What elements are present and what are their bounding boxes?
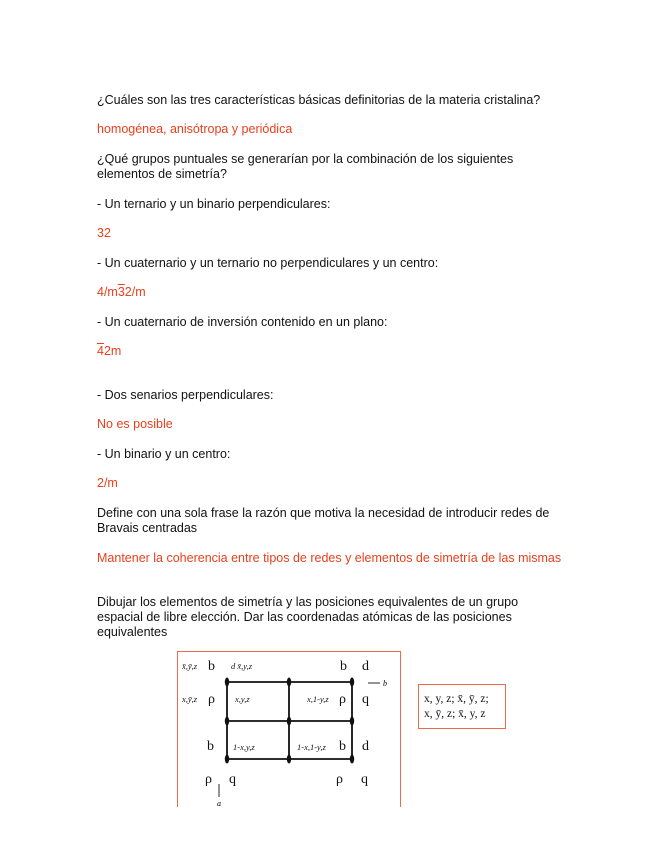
axis-a-label: a: [217, 799, 221, 808]
question-4: Dibujar los elementos de simetría y las posiciones equivalentes de un grupo espacial de libre elección. Dar las coordenadas atómicas de las posiciones equivalentes: [97, 595, 519, 639]
glyph-b-2: b: [340, 659, 347, 674]
label-bc: 1-x,y,z: [233, 742, 255, 752]
equivalent-positions-line-2: x, ȳ, z; x̄, y, z: [424, 708, 486, 720]
label-tr: d x̄,y,z: [231, 661, 253, 671]
glyph-d-2: d: [362, 739, 369, 754]
item-3-answer: 42m: [97, 344, 122, 358]
glyph-b-3: b: [207, 739, 214, 754]
item-2-answer: 4/m32/m: [97, 285, 146, 299]
item-2-label: - Un cuaternario y un ternario no perpendiculares y un centro:: [97, 256, 439, 270]
item-4-label: - Dos senarios perpendiculares:: [97, 388, 274, 402]
answer-1: homogénea, anisótropa y periódica: [97, 122, 293, 136]
item-1-answer: 32: [97, 226, 111, 240]
item-5-answer: 2/m: [97, 476, 118, 490]
answer-3: Mantener la coherencia entre tipos de redes y elementos de simetría de las mismas: [97, 551, 562, 565]
label-tl: x̄,ȳ,z: [182, 661, 198, 671]
glyph-q-1: q: [362, 692, 369, 707]
label-br: 1-x,1-y,z: [297, 742, 326, 752]
label-mr: x,1-y,z: [307, 694, 329, 704]
equivalent-positions: [424, 692, 489, 722]
question-2: ¿Qué grupos puntuales se generarían por la combinación de los siguientes elementos de simetría?: [97, 152, 514, 181]
space-group-diagram: [177, 651, 402, 811]
axis-b-label: b: [383, 679, 387, 688]
label-mc: x,y,z: [235, 694, 250, 704]
item-4-answer: No es posible: [97, 417, 173, 431]
glyph-p-3: ρ: [205, 772, 212, 787]
question-1: ¿Cuáles son las tres características básicas definitorias de la materia cristalina?: [97, 93, 541, 107]
glyph-q-3: q: [361, 772, 368, 787]
glyph-d-1: d: [362, 659, 369, 674]
item-3-label: - Un cuaternario de inversión contenido en un plano:: [97, 315, 388, 329]
glyph-b-4: b: [339, 739, 346, 754]
glyph-p-2: ρ: [339, 692, 346, 707]
item-5-label: - Un binario y un centro:: [97, 447, 231, 461]
equivalent-positions-line-1: x, y, z; x̄, ȳ, z;: [424, 693, 489, 705]
glyph-p-4: ρ: [336, 772, 343, 787]
item-1-label: - Un ternario y un binario perpendiculares:: [97, 197, 331, 211]
label-ml: x,ȳ,z: [182, 694, 198, 704]
question-3: Define con una sola frase la razón que motiva la necesidad de introducir redes de Bravais centradas: [97, 506, 550, 535]
glyph-p-1: ρ: [208, 692, 215, 707]
glyph-b-1: b: [208, 659, 215, 674]
glyph-q-2: q: [229, 772, 236, 787]
